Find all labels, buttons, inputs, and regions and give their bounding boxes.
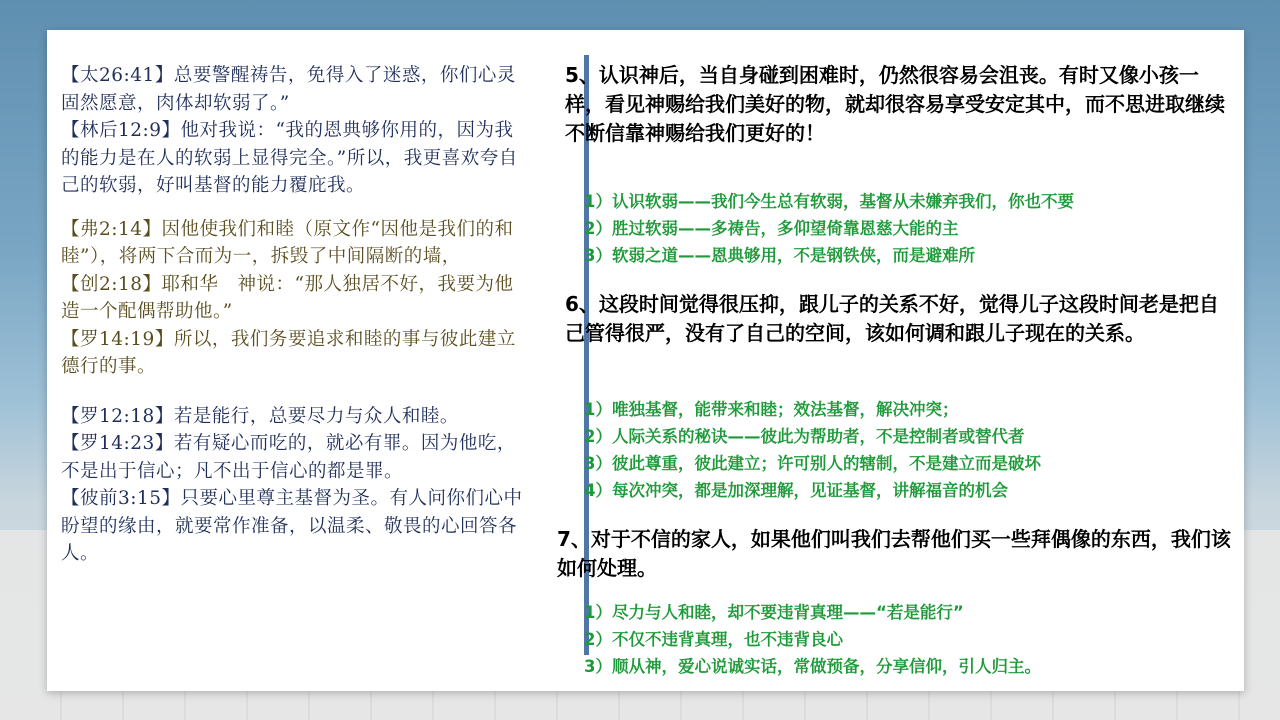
verse-matt-26-41	[61, 62, 526, 117]
question-5: 5、认识神后，当自身碰到困难时，仍然很容易会沮丧。有时又像小孩一样，看见神赐给我们美好的物，就却很容易享受安定其中，而不思进取继续不断信靠神赐给我们更好的！	[565, 63, 1225, 145]
verse-rom-12-18	[61, 403, 526, 431]
answers-5	[584, 188, 1074, 269]
verse-text: 因他使我们和睦（原文作“因他是我们的和睦”），将两下合而为一，拆毁了中间隔断的墙，	[61, 218, 514, 267]
verse-ref: 【林后12:9】	[61, 120, 181, 141]
verse-ref: 【罗14:19】	[61, 328, 174, 350]
answer-item: 2）胜过软弱——多祷告，多仰望倚靠恩慈大能的主	[584, 219, 959, 238]
verse-ref: 【彼前3:15】	[61, 488, 181, 509]
verse-text: 若是能行，总要尽力与众人和睦。	[173, 405, 459, 427]
verse-rom-14-19	[61, 326, 526, 381]
question-7: 7、对于不信的家人，如果他们叫我们去帮他们买一些拜偶像的东西，我们该如何处理。	[557, 527, 1231, 580]
verse-eph-2-14	[61, 216, 526, 271]
verse-rom-14-23	[61, 430, 526, 485]
verse-text: 他对我说：“我的恩典够你用的，因为我的能力是在人的软弱上显得完全。”所以，我更喜欢夸自己的软弱，好叫基督的能力覆庇我。	[61, 120, 518, 196]
verse-text: 总要警醒祷告，免得入了迷惑，你们心灵固然愿意，肉体却软弱了。”	[61, 65, 516, 114]
verse-2cor-12-9	[61, 117, 526, 200]
verse-text: 耶和华 神说：“那人独居不好，我要为他造一个配偶帮助他。”	[61, 273, 514, 322]
question-6: 6、这段时间觉得很压抑，跟儿子的关系不好，觉得儿子这段时间老是把自己管得很严，没有了自己的空间，该如何调和跟儿子现在的关系。	[565, 292, 1219, 345]
answer-item: 3）彼此尊重，彼此建立；许可别人的辖制，不是建立而是破坏	[584, 454, 1041, 473]
answer-item: 1）唯独基督，能带来和睦；效法基督，解决冲突；	[584, 400, 959, 419]
verse-ref: 【太26:41】	[61, 65, 174, 86]
verse-gen-2-18	[61, 271, 526, 326]
verse-text: 所以，我们务要追求和睦的事与彼此建立德行的事。	[61, 328, 516, 377]
scripture-column	[61, 62, 526, 568]
answer-item: 1）尽力与人和睦，却不要违背真理——“若是能行”	[584, 603, 964, 622]
answer-item: 2）不仅不违背真理，也不违背良心	[584, 630, 843, 649]
answers-6	[584, 396, 1041, 504]
verse-ref: 【罗12:18】	[61, 405, 174, 427]
verse-text: 只要心里尊主基督为圣。有人问你们心中盼望的缘由，就要常作准备，以温柔、敬畏的心回答各人。	[61, 488, 523, 564]
answers-7	[584, 599, 1041, 680]
answer-item: 3）软弱之道——恩典够用，不是钢铁侠，而是避难所	[584, 246, 975, 265]
answer-item: 4）每次冲突，都是加深理解，见证基督，讲解福音的机会	[584, 481, 1008, 500]
verse-text: 若有疑心而吃的，就必有罪。因为他吃，不是出于信心；凡不出于信心的都是罪。	[61, 433, 516, 482]
verse-1pet-3-15	[61, 485, 526, 568]
answer-item: 2）人际关系的秘诀——彼此为帮助者，不是控制者或替代者	[584, 427, 1025, 446]
verse-ref: 【弗2:14】	[61, 218, 162, 240]
verse-ref: 【创2:18】	[61, 273, 162, 295]
answer-item: 1）认识软弱——我们今生总有软弱，基督从未嫌弃我们，你也不要	[584, 192, 1074, 211]
verse-ref: 【罗14:23】	[61, 433, 174, 454]
slide-card	[47, 30, 1244, 691]
answer-item: 3）顺从神，爱心说诚实话，常做预备，分享信仰，引人归主。	[584, 657, 1041, 676]
